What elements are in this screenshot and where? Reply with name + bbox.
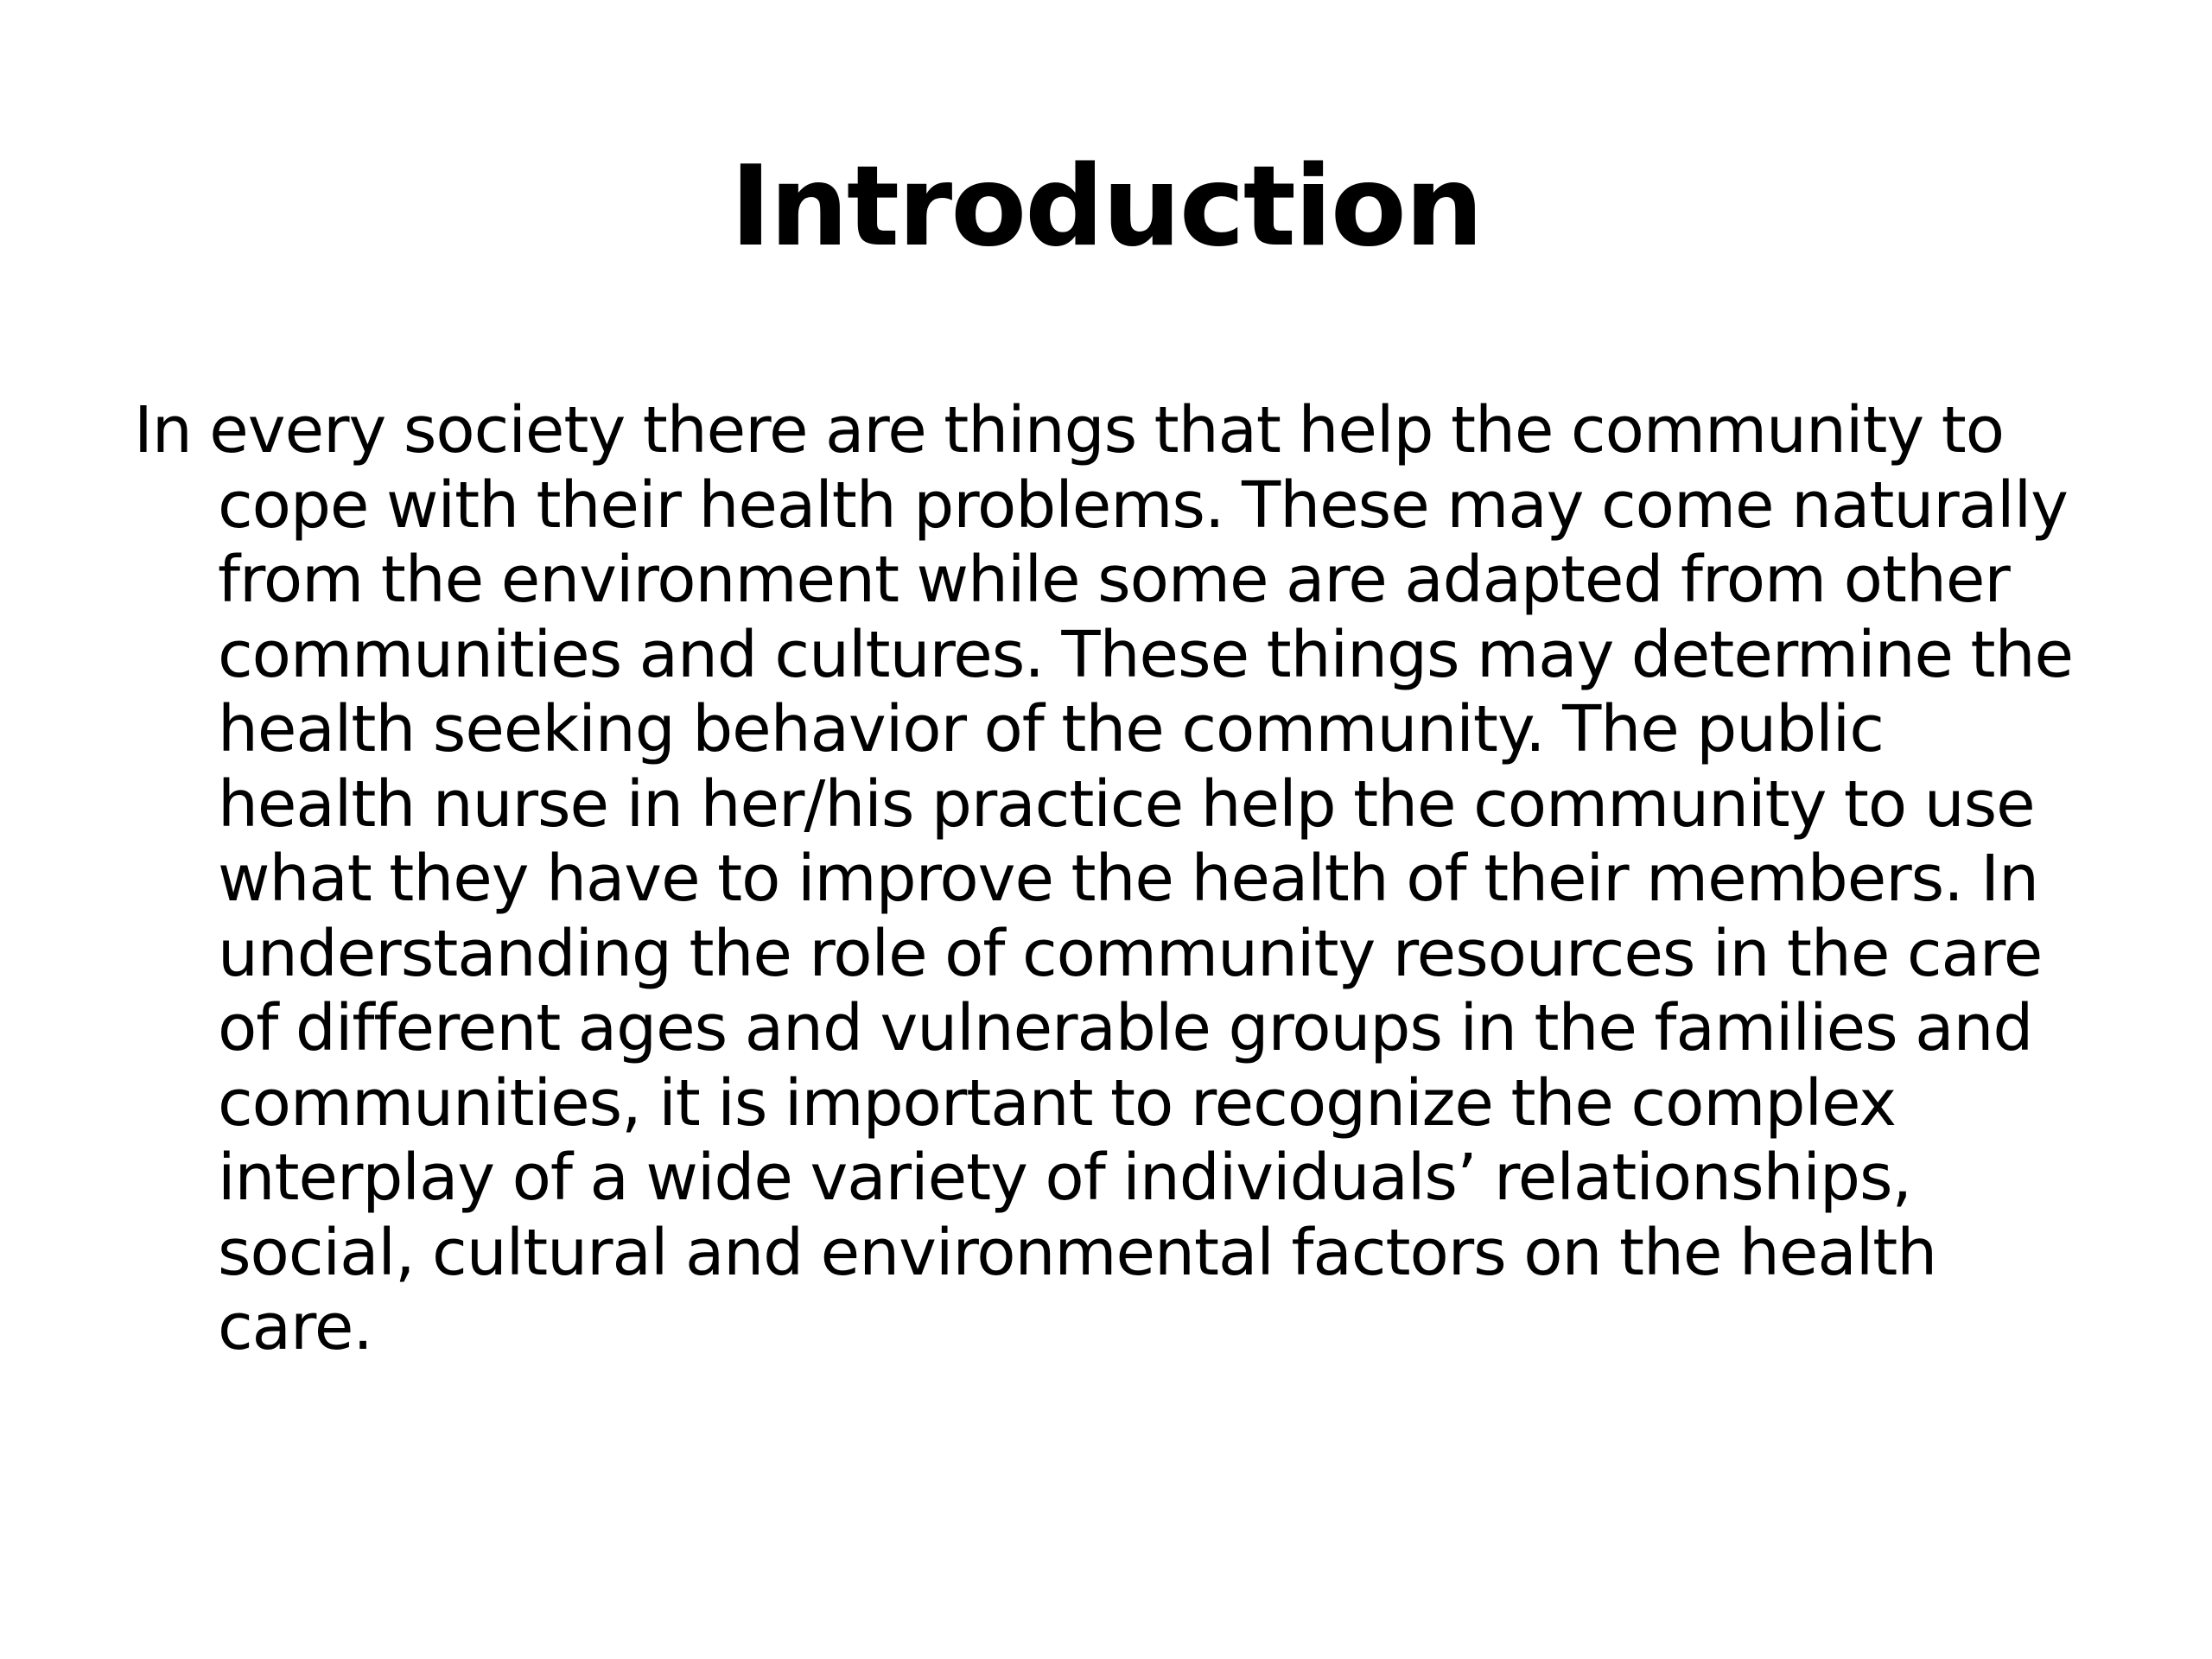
body-line: communities and cultures. These things may determine the (218, 617, 2074, 692)
body-line: what they have to improve the health of their members. In (218, 842, 2038, 916)
body-line: health nurse in her/his practice help the community to use (218, 766, 2035, 842)
body-line: cope with their health problems. These may come naturally (218, 467, 2068, 543)
body-line: social, cultural and environmental factors on the health (218, 1215, 1937, 1290)
slide-body-paragraph (134, 393, 2121, 1365)
body-line: health seeking behavior of the community. The public (218, 692, 1884, 766)
body-line: of different ages and vulnerable groups in the families and (218, 991, 2033, 1065)
body-line: interplay of a wide variety of individuals’ relationships, (218, 1141, 1912, 1215)
body-line: understanding the role of community resources in the care (218, 916, 2043, 991)
body-line: from the environment while some are adapted from other (218, 543, 2010, 617)
body-line: care. (218, 1290, 372, 1364)
slide-title: Introduction (730, 143, 1482, 271)
body-line: communities, it is important to recognize the complex (218, 1065, 1897, 1141)
body-line: In every society there are things that help the community to (134, 393, 2005, 467)
